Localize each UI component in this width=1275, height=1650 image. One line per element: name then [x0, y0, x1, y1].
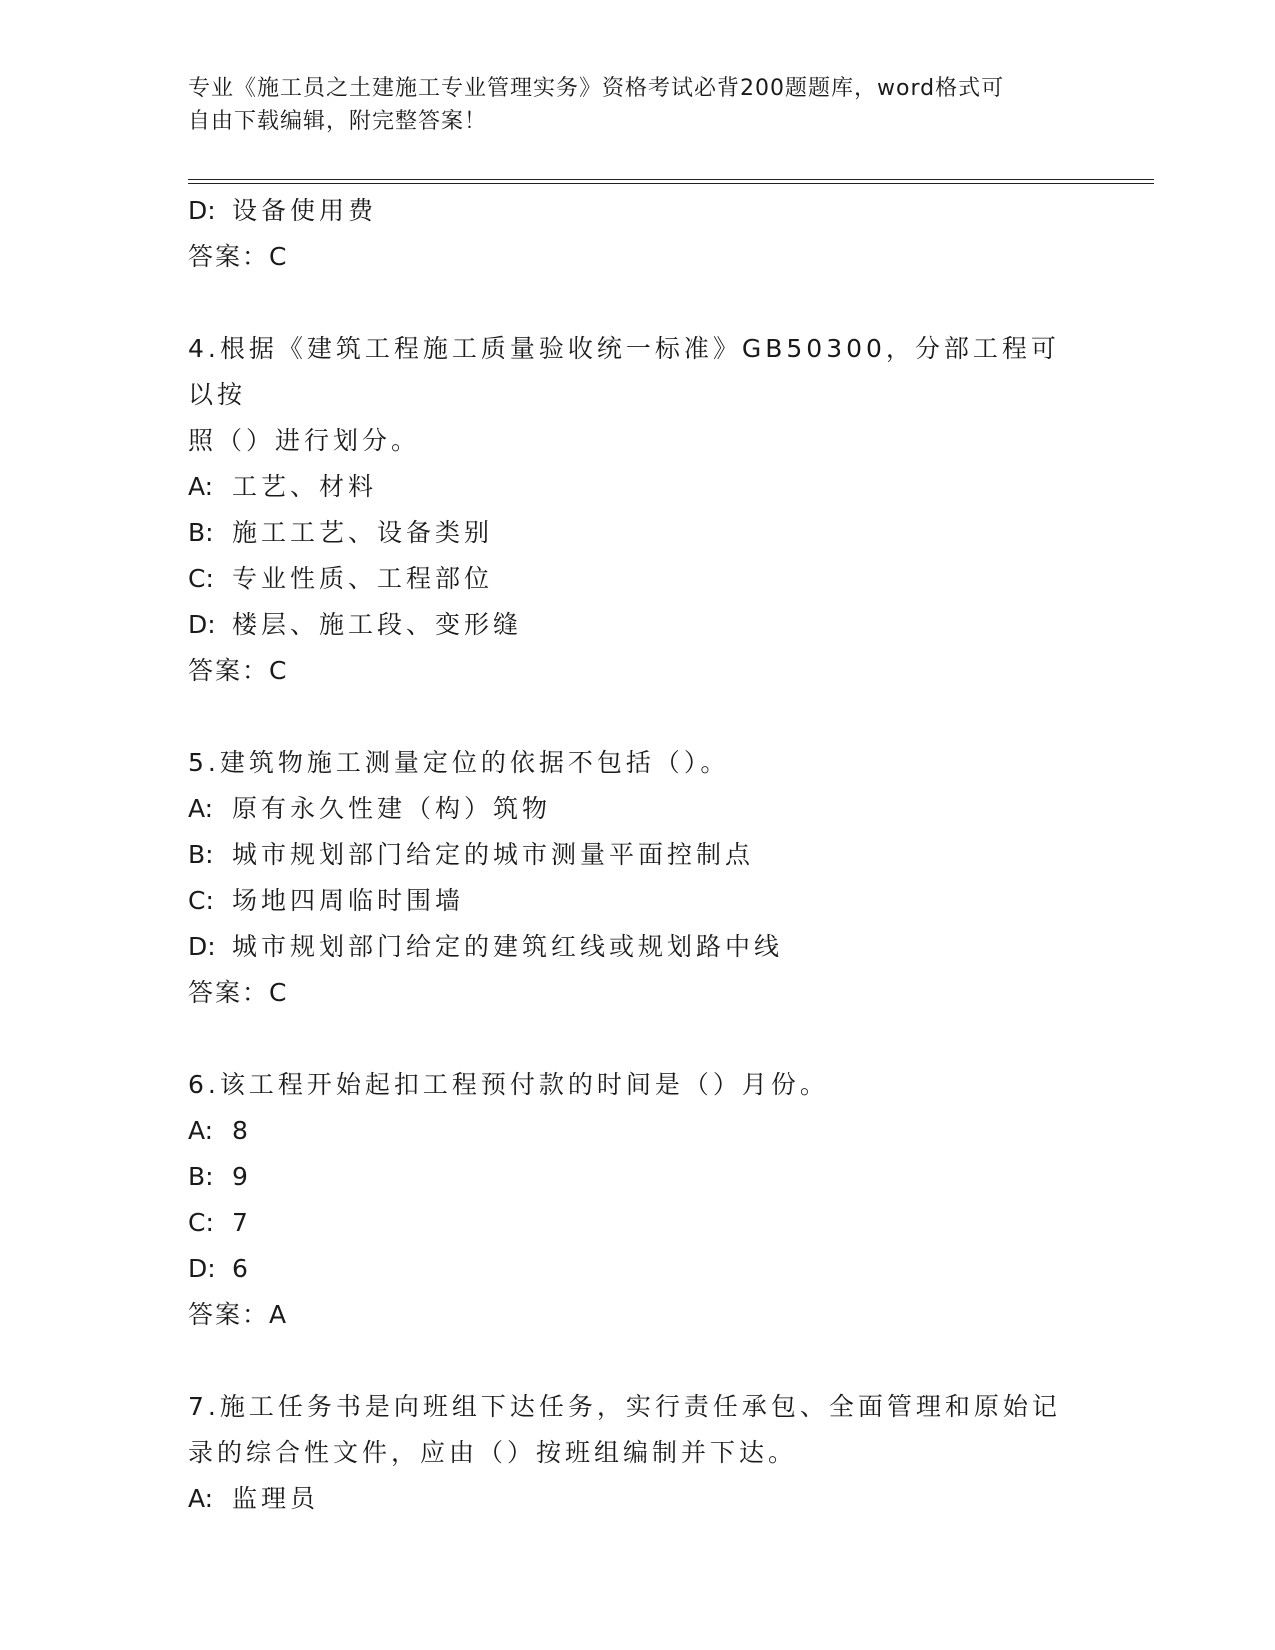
question-7 — [188, 1384, 1088, 1522]
option-text: 场地四周临时围墙 — [232, 886, 465, 915]
question-text-line-1: 4.根据《建筑工程施工质量验收统一标准》GB50300，分部工程可以按 — [188, 334, 1060, 409]
option-c — [188, 878, 1088, 924]
option-text: 工艺、材料 — [232, 472, 378, 501]
option-text: 8 — [232, 1116, 252, 1145]
option-b — [188, 832, 1088, 878]
option-a — [188, 786, 1088, 832]
question-4 — [188, 326, 1088, 694]
question-text-line-1: 5.建筑物施工测量定位的依据不包括（）。 — [188, 748, 730, 777]
answer-value: C — [269, 242, 289, 271]
question-5 — [188, 740, 1088, 1016]
question-text — [188, 740, 1068, 786]
option-letter: A: — [188, 794, 214, 823]
question-text-line-2: 照（）进行划分。 — [188, 426, 421, 455]
question-list — [188, 188, 1088, 1522]
option-text: 城市规划部门给定的建筑红线或规划路中线 — [232, 932, 784, 961]
option-letter: A: — [188, 472, 214, 501]
option-a — [188, 464, 1088, 510]
answer-value: C — [269, 656, 289, 685]
header-divider — [188, 179, 1154, 184]
option-text: 7 — [232, 1208, 252, 1237]
question-text-line-2: 录的综合性文件，应由（）按班组编制并下达。 — [188, 1438, 798, 1467]
option-text: 原有永久性建（构）筑物 — [232, 794, 552, 823]
header-title-line-1: 专业《施工员之土建施工专业管理实务》资格考试必背200题题库，word格式可 — [188, 76, 1005, 101]
option-text: 9 — [232, 1162, 252, 1191]
option-letter: B: — [188, 518, 214, 547]
page-header — [188, 72, 1088, 138]
option-letter: D: — [188, 196, 216, 225]
option-c — [188, 1200, 1088, 1246]
option-text: 施工工艺、设备类别 — [232, 518, 494, 547]
answer-line — [188, 1292, 1088, 1338]
answer-line — [188, 234, 1088, 280]
option-text: 专业性质、工程部位 — [232, 564, 494, 593]
option-letter: A: — [188, 1116, 214, 1145]
answer-line — [188, 970, 1088, 1016]
option-text: 6 — [232, 1254, 252, 1283]
option-letter: B: — [188, 1162, 214, 1191]
option-letter: C: — [188, 886, 214, 915]
option-d — [188, 1246, 1088, 1292]
option-letter: D: — [188, 932, 216, 961]
option-d — [188, 188, 1088, 234]
question-text — [188, 1384, 1068, 1476]
answer-value: A — [269, 1300, 289, 1329]
answer-line — [188, 648, 1088, 694]
question-text — [188, 326, 1068, 464]
option-d — [188, 602, 1088, 648]
option-text: 城市规划部门给定的城市测量平面控制点 — [232, 840, 755, 869]
question-text-line-1: 7.施工任务书是向班组下达任务，实行责任承包、全面管理和原始记 — [188, 1392, 1061, 1421]
option-letter: D: — [188, 610, 216, 639]
option-text: 设备使用费 — [232, 196, 378, 225]
option-a — [188, 1108, 1088, 1154]
answer-label: 答案： — [188, 1300, 270, 1329]
option-letter: C: — [188, 564, 214, 593]
option-a — [188, 1476, 1088, 1522]
option-b — [188, 1154, 1088, 1200]
option-letter: D: — [188, 1254, 216, 1283]
option-text: 监理员 — [232, 1484, 320, 1513]
question-text-line-1: 6.该工程开始起扣工程预付款的时间是（）月份。 — [188, 1070, 829, 1099]
option-text: 楼层、施工段、变形缝 — [232, 610, 523, 639]
answer-label: 答案： — [188, 242, 270, 271]
option-letter: B: — [188, 840, 214, 869]
answer-label: 答案： — [188, 978, 270, 1007]
option-d — [188, 924, 1088, 970]
header-title-line-2: 自由下载编辑，附完整答案！ — [188, 109, 488, 134]
option-letter: C: — [188, 1208, 214, 1237]
option-letter: A: — [188, 1484, 214, 1513]
option-c — [188, 556, 1088, 602]
option-b — [188, 510, 1088, 556]
answer-label: 答案： — [188, 656, 270, 685]
question-6 — [188, 1062, 1088, 1338]
answer-value: C — [269, 978, 289, 1007]
question-text — [188, 1062, 1068, 1108]
